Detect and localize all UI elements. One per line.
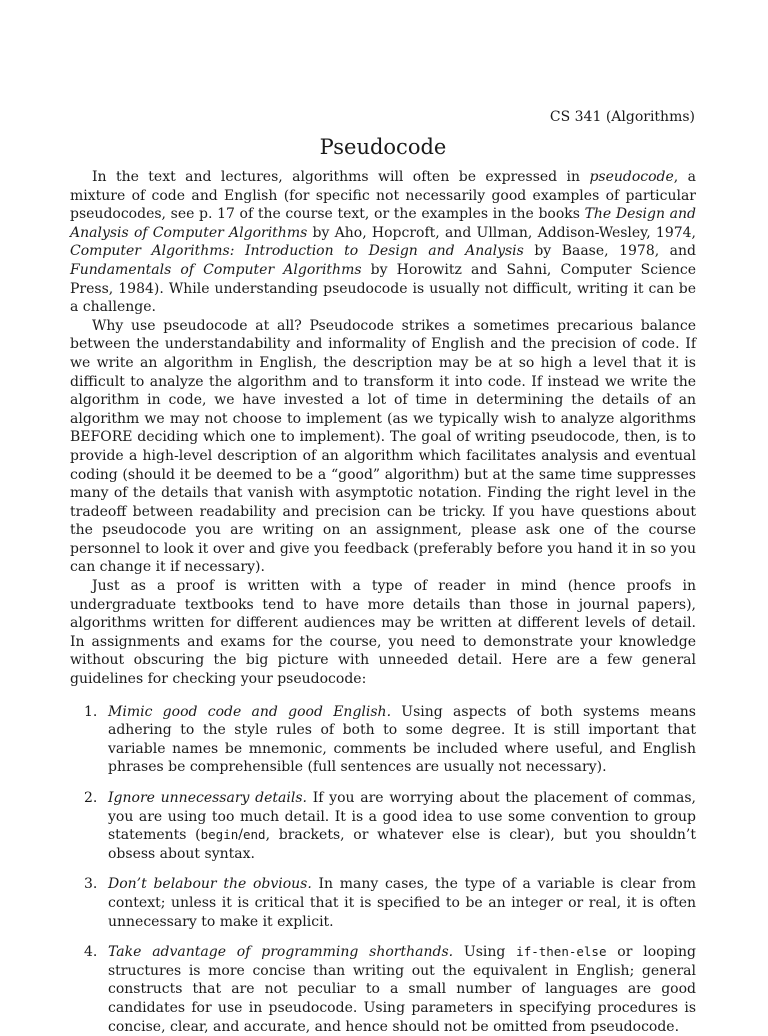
list-number: 3. xyxy=(84,876,98,893)
paragraph-why: Why use pseudocode at all? Pseudocode strikes a sometimes precarious balance between the understandability and informality of English and the precision of code. If we write an algorithm in English, the description may be at so high a level that it is difficult to analyze the algorithm and to transform it into code. If instead we write the algorithm in code, we have invested a lot of time in determining the details of an algorithm we may not choose to implement (as we typically wish to analyze algorithms BEFORE deciding which one to implement). The goal of writing pseudocode, then, is to provide a high-level description of an algorithm which facilitates analysis and eventual coding (should it be deemed to be a “good” algorithm) but at the same time suppresses many of the details that vanish with asymptotic notation. Finding the right level in the tradeoff between readability and precision can be tricky. If you have questions about the pseudocode you are writing on an assignment, please ask one of the course personnel to look it over and give you feedback (preferably before you hand it in so you can change it if necessary). xyxy=(70,317,696,576)
page-title: Pseudocode xyxy=(319,135,447,159)
guideline-text: In many cases, the type of a variable is clear from context; unless it is critical that it is specified to be an integer or real, it is often unnecessary to make it explicit. xyxy=(108,876,697,930)
guideline-text: Using aspects of both systems means adhering to the style rules of both to some degree. It is still important that variable names be mnemonic, comments be included where useful, and English phrases be comprehensible (full sentences are usually not necessary). xyxy=(108,703,696,776)
slash: / xyxy=(238,827,243,844)
guideline-lead: Don’t belabour the obvious. xyxy=(108,876,312,893)
text-run: In the text and lectures, algorithms will often be expressed in xyxy=(92,169,590,185)
guideline-text: , brackets, or whatever else is clear), but you shouldn’t obsess about syntax. xyxy=(108,827,696,862)
text-run: by Aho, Hopcroft, and Ullman, Addison-Wesley, 1974, xyxy=(307,224,697,241)
text-run: , a mixture of code and English (for specific not necessarily good examples of particular pseudocodes, see p. 17 of the course text, or the examples in the books xyxy=(70,169,696,223)
list-number: 4. xyxy=(84,944,98,961)
guideline-lead: Mimic good code and good English. xyxy=(108,703,392,720)
list-item xyxy=(70,943,696,1036)
list-item xyxy=(70,875,696,931)
guideline-list xyxy=(70,703,696,1036)
code-if-then-else: if-then-else xyxy=(516,944,607,960)
book-title: Fundamentals of Computer Algorithms xyxy=(70,261,362,278)
course-label: CS 341 (Algorithms) xyxy=(549,109,695,125)
text-run: by Horowitz and Sahni, Computer Science Press, 1984). While understanding pseudocode is usually not difficult, writing it can be a challenge. xyxy=(70,261,696,316)
guideline-text: Using xyxy=(453,944,517,961)
code-begin: begin xyxy=(200,827,239,843)
book-title: The Design and Analysis of Computer Algorithms xyxy=(70,206,696,241)
book-title: Computer Algorithms: Introduction to Design and Analysis xyxy=(70,243,524,260)
emphasis-pseudocode: pseudocode xyxy=(589,169,674,185)
paragraph-guidelines: Just as a proof is written with a type of reader in mind (hence proofs in undergraduate textbooks tend to have more details than those in journal papers), algorithms written for different audiences may be written at different levels of detail. In assignments and exams for the course, you need to demonstrate your knowledge without obscuring the big picture with unneeded detail. Here are a few general guidelines for checking your pseudocode: xyxy=(70,578,696,688)
list-number: 1. xyxy=(84,703,98,720)
paragraph-intro xyxy=(70,168,696,317)
guideline-lead: Ignore unnecessary details. xyxy=(108,790,307,806)
guideline-text: If you are worrying about the placement of commas, you are using too much detail. It is a good idea to use some convention to group statements ( xyxy=(108,790,696,844)
guideline-lead: Take advantage of programming shorthands. xyxy=(108,944,454,961)
list-number: 2. xyxy=(84,790,98,806)
text-run: by Baase, 1978, and xyxy=(523,243,696,260)
list-item xyxy=(70,789,696,863)
code-end: end xyxy=(242,827,266,843)
guideline-text: or looping structures is more concise than writing out the equivalent in English; general constructs that are not peculiar to a small number of languages are good candidates for use in pseudocode. Using parameters in specifying procedures is concise, clear, and accurate, and hence should not be omitted from pseudocode. xyxy=(108,944,697,1035)
list-item xyxy=(70,703,696,777)
